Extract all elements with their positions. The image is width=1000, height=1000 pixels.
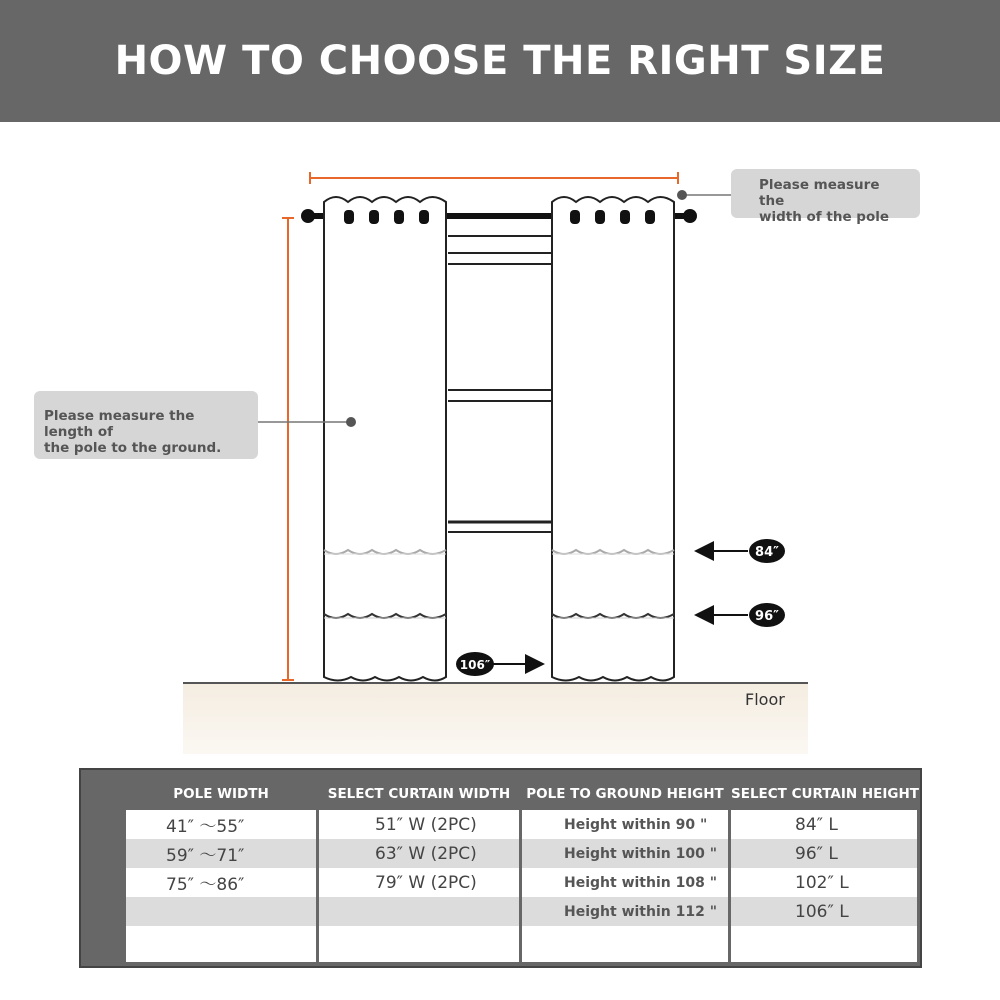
width-measure-line: [310, 172, 678, 184]
table-cell: Height within 112 ": [522, 897, 728, 926]
height-measure-line: [282, 218, 294, 680]
header-pole-to-ground: POLE TO GROUND HEIGHT: [526, 786, 724, 802]
header-curtain-width: SELECT CURTAIN WIDTH: [327, 786, 511, 802]
page-title: HOW TO CHOOSE THE RIGHT SIZE: [114, 38, 886, 84]
marker-96: [698, 603, 785, 627]
callout-dot-top: [677, 190, 687, 200]
table-cell: 96″ L: [731, 839, 917, 868]
table-cell: 106″ L: [731, 897, 917, 926]
table-cell: 75″ ～86″: [166, 875, 245, 895]
callout-pole-width-line-2: width of the pole: [759, 209, 890, 225]
table-cell: 63″ W (2PC): [319, 839, 519, 868]
table-cell: 51″ W (2PC): [375, 814, 477, 835]
marker-106-label: 106″: [459, 658, 491, 672]
header-curtain-height: SELECT CURTAIN HEIGHT: [731, 786, 920, 802]
column-pole-width: [126, 810, 316, 962]
rod-finial-right: [683, 209, 697, 223]
rod-finial-left: [301, 209, 315, 223]
callout-pole-width: [731, 169, 920, 225]
marker-84-label: 84″: [755, 545, 779, 560]
column-pole-to-ground: [522, 810, 728, 962]
curtain-panel-left: [324, 197, 446, 681]
table-cell-empty: [319, 897, 519, 926]
callout-pole-height-line-2: the pole to the ground.: [44, 440, 222, 456]
column-curtain-height: [731, 810, 917, 962]
column-curtain-width: [319, 810, 519, 962]
size-table: [79, 768, 922, 968]
floor: [183, 682, 808, 754]
table-cell: 41″ ～55″: [166, 817, 245, 837]
callout-pole-width-line-1: Please measure the: [759, 177, 880, 209]
table-cell: 79″ W (2PC): [375, 872, 477, 893]
callout-pole-height: [34, 391, 258, 459]
table-cell: Height within 90 ": [564, 816, 708, 833]
callout-dot-left: [346, 417, 356, 427]
header-banner: [0, 0, 1000, 122]
table-cell-empty: [126, 897, 316, 926]
table-cell: Height within 100 ": [522, 839, 728, 868]
marker-96-label: 96″: [755, 609, 779, 624]
marker-106: [456, 652, 541, 676]
window-frame: [448, 216, 552, 532]
floor-label: Floor: [745, 690, 785, 709]
header-pole-width: POLE WIDTH: [173, 786, 269, 802]
curtain-panel-right: [552, 197, 674, 681]
table-cell: 84″ L: [795, 814, 838, 835]
table-cell: 59″ ～71″: [126, 839, 316, 868]
table-cell: 102″ L: [795, 872, 849, 893]
callout-pole-height-line-1: Please measure the length of: [44, 408, 195, 440]
table-cell: Height within 108 ": [564, 874, 717, 891]
marker-84: [698, 539, 785, 563]
